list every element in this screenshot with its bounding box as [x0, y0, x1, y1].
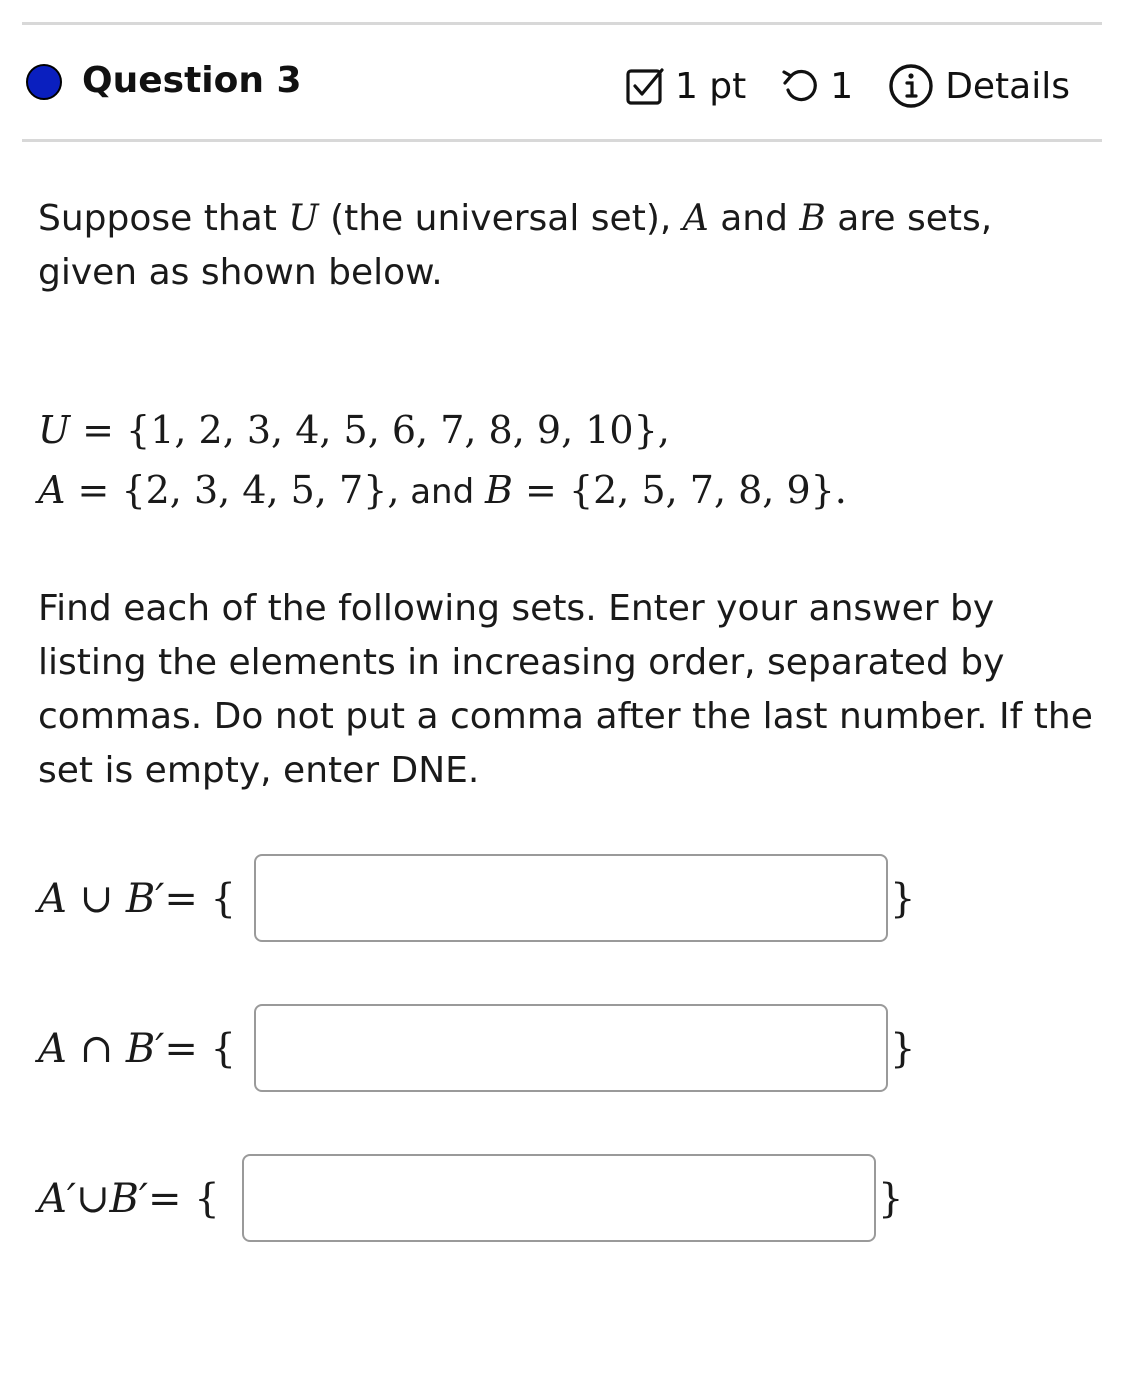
intersection-answer-input[interactable]	[254, 1004, 888, 1092]
set-b-equals: =	[512, 468, 569, 512]
and-text: and	[399, 472, 485, 512]
complement-union-expression: A′∪B′= {	[38, 1176, 220, 1222]
question-status-dot	[26, 64, 62, 100]
intersection-expression: A ∩ B′= {	[38, 1026, 237, 1072]
intro-text-4: are sets, given as shown below.	[38, 198, 993, 293]
question-title: Question 3	[82, 60, 302, 101]
question-header	[0, 26, 1148, 138]
question-instructions: Find each of the following sets. Enter your answer by listing the elements in increasing order, separated by commas. Do not put a comma after the last number. If the set is empty, enter DNE.	[38, 588, 1093, 791]
set-u-elements: {1, 2, 3, 4, 5, 6, 7, 8, 9, 10},	[126, 408, 670, 452]
question-intro	[38, 192, 1098, 300]
intro-text-3: and	[708, 198, 800, 239]
intersection-closing-brace: }	[890, 1026, 916, 1072]
complement-union-answer-input[interactable]	[242, 1154, 876, 1242]
intro-var-b: B	[799, 198, 826, 239]
answer-row-union	[38, 854, 938, 944]
answer-row-intersection	[38, 1004, 938, 1094]
question-meta	[625, 62, 1070, 110]
union-expression: A ∪ B′= {	[38, 876, 237, 922]
set-a-elements: {2, 3, 4, 5, 7},	[121, 468, 400, 512]
points-label: 1 pt	[674, 65, 747, 107]
universal-set-definition	[38, 408, 670, 452]
checkbox-icon	[625, 66, 665, 106]
sets-a-b-definition	[38, 468, 847, 512]
intro-var-a: A	[682, 198, 709, 239]
details-link[interactable]: Details	[945, 65, 1070, 107]
set-b-elements: {2, 5, 7, 8, 9}.	[568, 468, 847, 512]
union-answer-input[interactable]	[254, 854, 888, 942]
set-a-symbol: A	[38, 468, 66, 512]
attempts-label: 1	[830, 65, 854, 107]
header-top-divider	[22, 22, 1102, 25]
info-icon[interactable]	[887, 62, 935, 110]
complement-union-closing-brace: }	[878, 1176, 904, 1222]
header-bottom-divider	[22, 139, 1102, 142]
answer-row-complement-union	[38, 1154, 938, 1244]
intro-text-2: (the universal set),	[318, 198, 683, 239]
union-closing-brace: }	[890, 876, 916, 922]
set-a-equals: =	[65, 468, 122, 512]
set-b-symbol: B	[485, 468, 513, 512]
intro-text-1: Suppose that	[38, 198, 289, 239]
set-u-equals: =	[70, 408, 127, 452]
intro-var-u: U	[288, 198, 319, 239]
set-u-symbol: U	[38, 408, 71, 452]
retry-icon	[780, 66, 820, 106]
